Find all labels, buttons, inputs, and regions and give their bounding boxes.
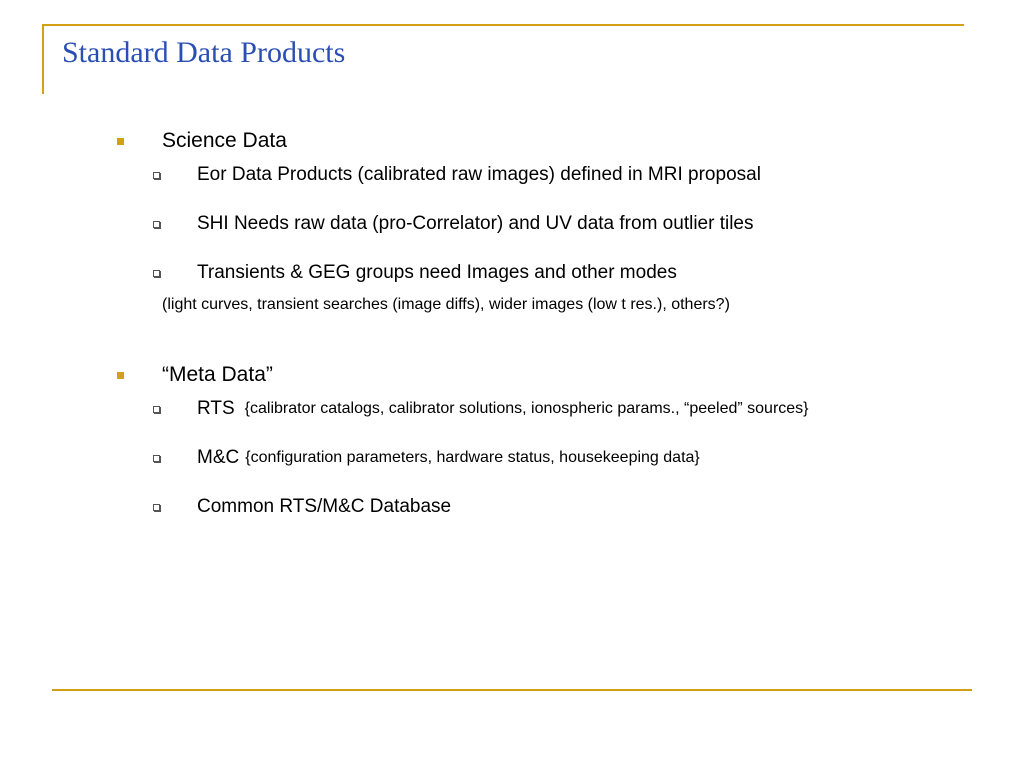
- bullet-label: “Meta Data”: [162, 363, 273, 386]
- transients-note: (light curves, transient searches (image diffs), wider images (low t res.), others?): [162, 296, 730, 313]
- sub-bullet-detail: {configuration parameters, hardware status, housekeeping data}: [245, 449, 700, 466]
- sub-bullet-rts: [153, 395, 809, 423]
- sub-bullet-mc: [153, 444, 700, 472]
- bullet-label: Science Data: [162, 129, 287, 152]
- sub-bullet-main: RTS: [197, 398, 235, 419]
- bottom-rule: [52, 689, 972, 691]
- top-rule: [42, 24, 964, 26]
- hollow-square-bullet-icon: [153, 406, 160, 413]
- bullet-science-data: [117, 126, 287, 156]
- hollow-square-bullet-icon: [153, 270, 160, 277]
- sub-bullet-text: Transients & GEG groups need Images and other modes: [197, 262, 677, 283]
- square-bullet-icon: [117, 372, 124, 379]
- sub-bullet-text: Eor Data Products (calibrated raw images) defined in MRI proposal: [197, 164, 761, 185]
- sub-bullet-main: M&C: [197, 447, 240, 468]
- bullet-meta-data: [117, 360, 273, 390]
- sub-bullet-text: Common RTS/M&C Database: [197, 496, 452, 517]
- hollow-square-bullet-icon: [153, 455, 160, 462]
- sub-bullet-detail: {calibrator catalogs, calibrator solutions, ionospheric params., “peeled” sources}: [244, 400, 809, 417]
- sub-bullet-transients: [153, 259, 677, 287]
- hollow-square-bullet-icon: [153, 504, 160, 511]
- sub-bullet-text: SHI Needs raw data (pro-Correlator) and UV data from outlier tiles: [197, 213, 754, 234]
- hollow-square-bullet-icon: [153, 221, 160, 228]
- page-title: Standard Data Products: [62, 36, 346, 69]
- square-bullet-icon: [117, 138, 124, 145]
- left-rule: [42, 24, 44, 94]
- hollow-square-bullet-icon: [153, 172, 160, 179]
- sub-bullet-database: [153, 493, 451, 521]
- sub-bullet-eor: [153, 161, 761, 189]
- sub-bullet-shi: [153, 210, 754, 238]
